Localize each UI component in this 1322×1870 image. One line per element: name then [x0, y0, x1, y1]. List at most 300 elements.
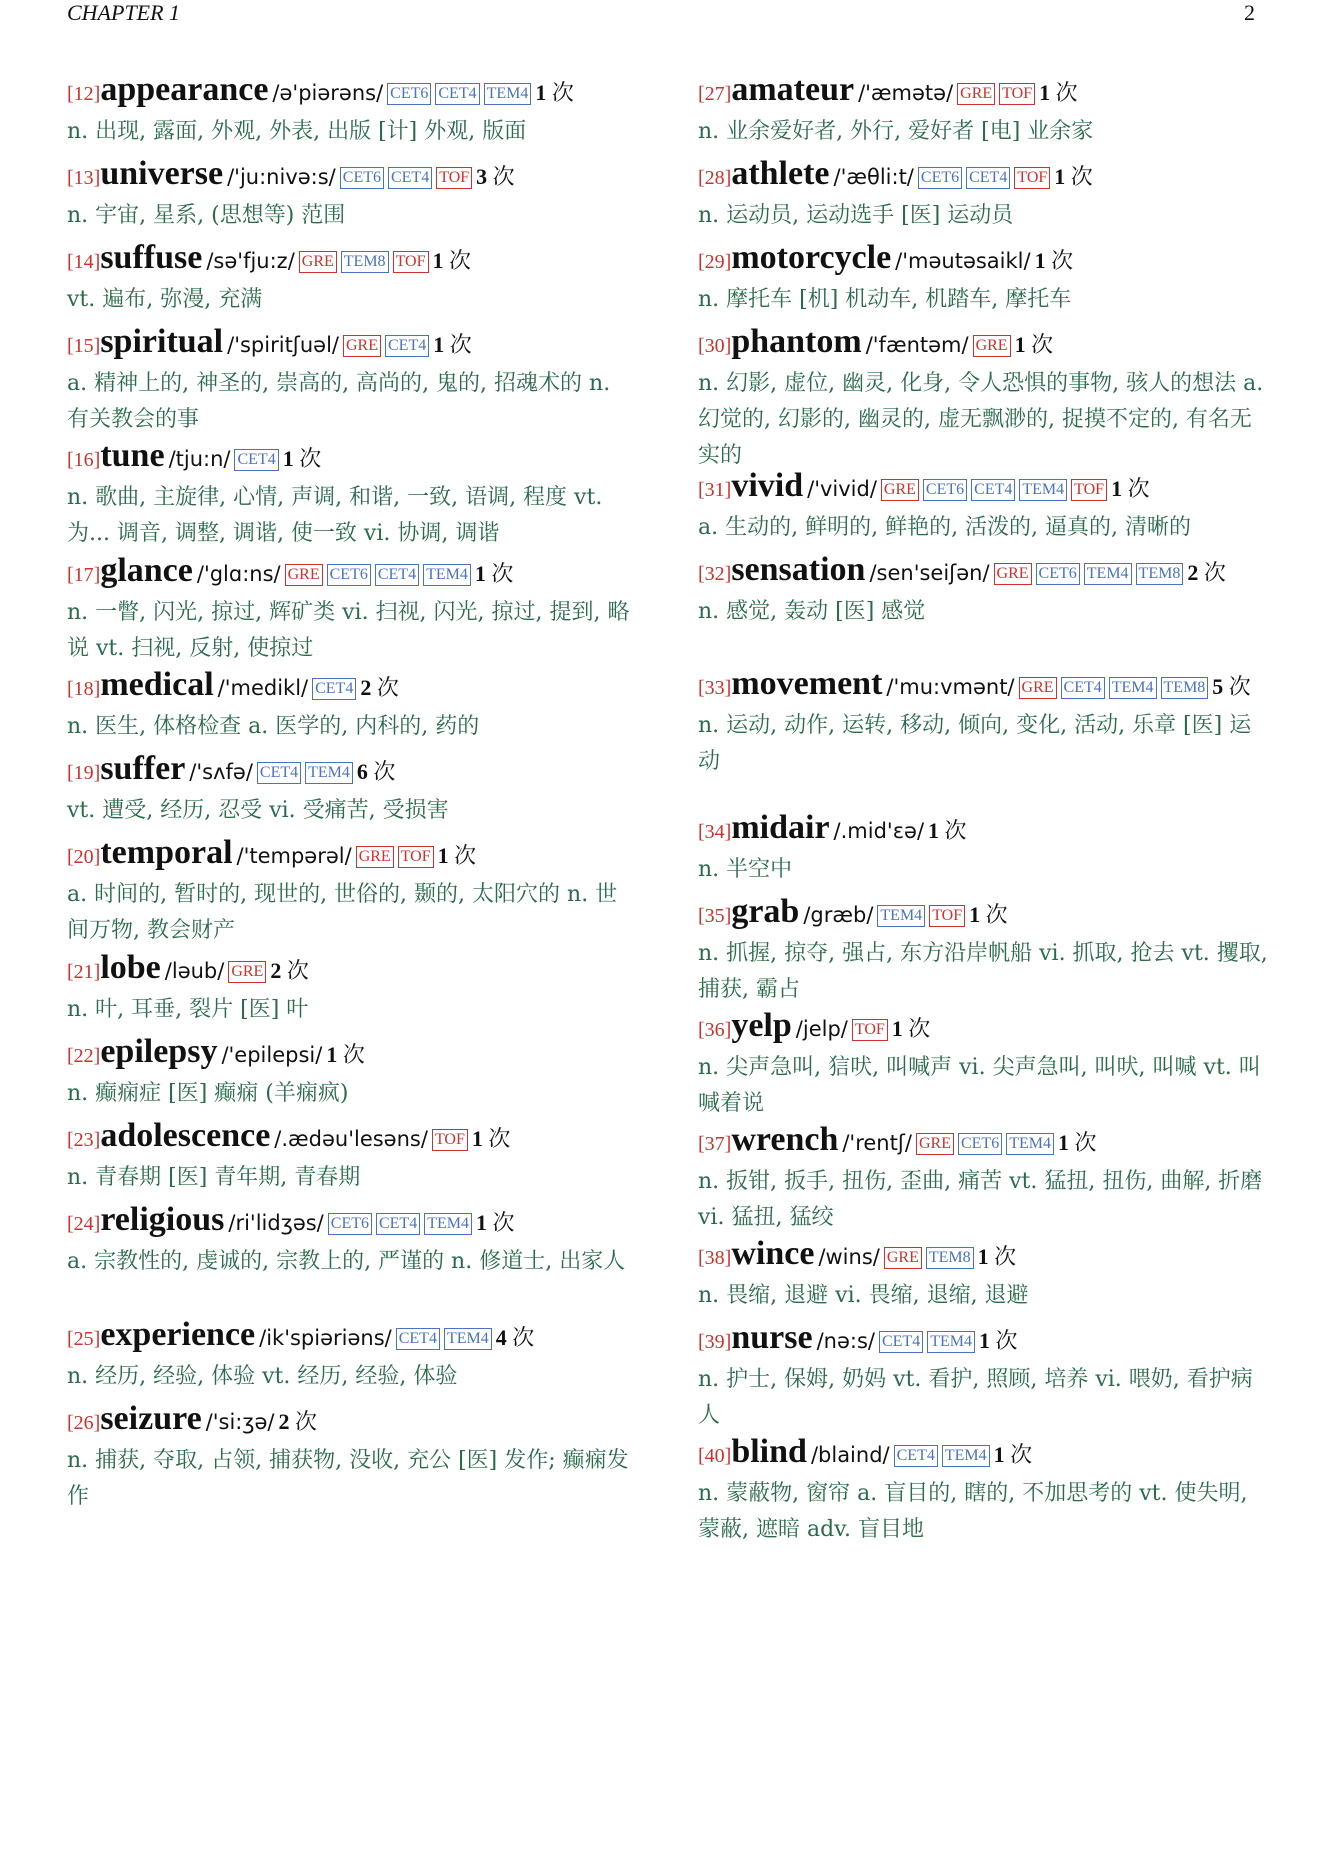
headword: wince: [731, 1235, 815, 1272]
frequency-unit: 次: [449, 332, 472, 357]
frequency-unit: 次: [1127, 476, 1150, 501]
exam-tag: CET4: [971, 479, 1015, 501]
definition: n. 出现, 露面, 外观, 外表, 出版 [计] 外观, 版面: [67, 119, 527, 144]
entry-number: [23]: [67, 1129, 101, 1151]
frequency-count: [1039, 80, 1078, 105]
frequency-count: [1111, 476, 1150, 501]
entry-headline: [67, 438, 637, 480]
exam-tag: TOF: [398, 846, 434, 868]
entry-headline: [698, 240, 1270, 282]
vocab-entry: [698, 1008, 1270, 1122]
entry-headline: [698, 1236, 1270, 1278]
vocab-entry: [67, 438, 637, 552]
frequency-count: [969, 902, 1008, 927]
phonetic: /jelp/: [795, 1017, 848, 1041]
vocab-entry: [67, 1034, 637, 1112]
frequency-count: [270, 958, 309, 983]
phonetic: /tju:n/: [168, 447, 231, 471]
frequency-count: [1212, 674, 1251, 699]
exam-tag: GRE: [881, 479, 919, 501]
exam-tag: GRE: [228, 961, 266, 983]
phonetic: /ik'spiəriəns/: [259, 1326, 392, 1350]
vocab-entry: [67, 1118, 637, 1196]
vocab-entry: [67, 156, 637, 234]
phonetic: /'epilepsi/: [221, 1043, 323, 1067]
phonetic: /'fæntəm/: [865, 333, 969, 357]
frequency-count: [979, 1328, 1018, 1353]
vocab-entry: [698, 324, 1270, 474]
entry-number: [15]: [67, 335, 101, 357]
frequency-count: [360, 675, 399, 700]
entry-headline: [67, 751, 637, 793]
exam-tag: TEM8: [341, 251, 389, 273]
phonetic: /'mu:vmənt/: [886, 675, 1015, 699]
chapter-title: CHAPTER 1: [67, 0, 181, 25]
frequency-number: 6: [356, 759, 368, 784]
exam-tag: GRE: [994, 563, 1032, 585]
frequency-count: [475, 561, 514, 586]
headword: athlete: [731, 155, 830, 192]
vocab-entry: [67, 1202, 637, 1280]
frequency-unit: 次: [512, 1325, 535, 1350]
exam-tag: TEM4: [444, 1328, 492, 1350]
entry-number: [22]: [67, 1045, 101, 1067]
headword: medical: [100, 666, 214, 703]
headword: phantom: [731, 323, 862, 360]
exam-tag: CET4: [375, 564, 419, 586]
entry-headline: [698, 1434, 1270, 1476]
vocab-entry: [67, 751, 637, 829]
entry-number: [29]: [698, 251, 732, 273]
phonetic: /.ædəu'lesəns/: [274, 1127, 428, 1151]
frequency-unit: 次: [1070, 164, 1093, 189]
frequency-count: [1054, 164, 1093, 189]
vocab-entry: [67, 667, 637, 745]
headword: blind: [731, 1433, 807, 1470]
frequency-number: 1: [1039, 80, 1051, 105]
frequency-unit: 次: [1203, 560, 1226, 585]
exam-tag: TOF: [393, 251, 429, 273]
exam-tag: TEM4: [1019, 479, 1067, 501]
entry-number: [35]: [698, 905, 732, 927]
entry-headline: [698, 810, 1270, 852]
frequency-count: [1187, 560, 1226, 585]
frequency-unit: 次: [454, 843, 477, 868]
definition: n. 抓握, 掠夺, 强占, 东方沿岸帆船 vi. 抓取, 抢去 vt. 攫取, 捕获, 霸占: [698, 941, 1268, 1002]
headword: suffer: [100, 750, 186, 787]
frequency-count: [357, 759, 396, 784]
entry-number: [12]: [67, 83, 101, 105]
entry-number: [32]: [698, 563, 732, 585]
entry-number: [34]: [698, 821, 732, 843]
entry-number: [25]: [67, 1328, 101, 1350]
frequency-number: 1: [993, 1442, 1005, 1467]
entry-headline: [67, 1118, 637, 1160]
headword: lobe: [100, 949, 161, 986]
entry-number: [26]: [67, 1412, 101, 1434]
frequency-count: [1058, 1130, 1097, 1155]
entry-headline: [698, 1320, 1270, 1362]
frequency-unit: 次: [551, 80, 574, 105]
definition: vt. 遍布, 弥漫, 充满: [67, 287, 263, 312]
headword: appearance: [100, 71, 269, 108]
definition: n. 感觉, 轰动 [医] 感觉: [698, 599, 926, 624]
exam-tag: TOF: [929, 905, 965, 927]
entry-headline: [67, 240, 637, 282]
entry-number: [27]: [698, 83, 732, 105]
exam-tag: CET4: [312, 678, 356, 700]
vocab-entry: [67, 1317, 637, 1395]
exam-tag: GRE: [299, 251, 337, 273]
entry-number: [20]: [67, 846, 101, 868]
exam-tag: GRE: [973, 335, 1011, 357]
entry-number: [16]: [67, 449, 101, 471]
phonetic: /ri'lidʒəs/: [228, 1211, 324, 1235]
frequency-number: 1: [977, 1244, 989, 1269]
exam-tag: TOF: [999, 83, 1035, 105]
vocab-entry: [67, 1401, 637, 1515]
frequency-number: 1: [1014, 332, 1026, 357]
exam-tag: GRE: [356, 846, 394, 868]
entry-number: [28]: [698, 167, 732, 189]
phonetic: /'medikl/: [217, 676, 309, 700]
entry-number: [36]: [698, 1019, 732, 1041]
definition: n. 一瞥, 闪光, 掠过, 辉矿类 vi. 扫视, 闪光, 掠过, 提到, 略说 vt. 扫视, 反射, 使掠过: [67, 600, 630, 661]
frequency-unit: 次: [373, 759, 396, 784]
entry-number: [33]: [698, 677, 732, 699]
entry-headline: [67, 835, 637, 877]
vocab-entry: [67, 950, 637, 1028]
entry-headline: [698, 468, 1270, 510]
exam-tag: CET4: [376, 1213, 420, 1235]
phonetic: /'glɑ:ns/: [196, 562, 281, 586]
exam-tag: GRE: [957, 83, 995, 105]
phonetic: /'ju:nivə:s/: [227, 165, 336, 189]
entry-headline: [67, 950, 637, 992]
definition: n. 癫痫症 [医] 癫痫 (羊痫疯): [67, 1081, 349, 1106]
exam-tag: TEM8: [926, 1247, 974, 1269]
frequency-count: [433, 248, 472, 273]
frequency-unit: 次: [488, 1126, 511, 1151]
frequency-number: 1: [535, 80, 547, 105]
exam-tag: TEM8: [1161, 677, 1209, 699]
frequency-number: 1: [1034, 248, 1046, 273]
vocab-entry: [67, 240, 637, 318]
definition: vt. 遭受, 经历, 忍受 vi. 受痛苦, 受损害: [67, 798, 449, 823]
entry-headline: [67, 1317, 637, 1359]
frequency-number: 1: [969, 902, 981, 927]
definition: n. 畏缩, 退避 vi. 畏缩, 退缩, 退避: [698, 1283, 1029, 1308]
entry-headline: [698, 324, 1270, 366]
exam-tag: TEM4: [305, 762, 353, 784]
frequency-unit: 次: [376, 675, 399, 700]
headword: seizure: [100, 1400, 202, 1437]
frequency-unit: 次: [491, 561, 514, 586]
definition: n. 护士, 保姆, 奶妈 vt. 看护, 照顾, 培养 vi. 喂奶, 看护病人: [698, 1367, 1253, 1428]
headword: tune: [100, 437, 165, 474]
exam-tag: GRE: [343, 335, 381, 357]
exam-tag: TEM4: [1084, 563, 1132, 585]
headword: temporal: [100, 834, 233, 871]
entry-number: [31]: [698, 479, 732, 501]
definition: n. 蒙蔽物, 窗帘 a. 盲目的, 瞎的, 不加思考的 vt. 使失明, 蒙蔽, 遮暗 adv. 盲目地: [698, 1481, 1248, 1542]
frequency-count: [535, 80, 574, 105]
exam-tag: CET6: [923, 479, 967, 501]
phonetic: /'si:ʒə/: [205, 1410, 275, 1434]
vocab-entry: [67, 324, 637, 438]
definition: n. 叶, 耳垂, 裂片 [医] 叶: [67, 997, 309, 1022]
exam-tag: CET4: [385, 335, 429, 357]
vocab-entry: [698, 666, 1270, 780]
phonetic: /'vivid/: [807, 477, 877, 501]
phonetic: /sen'seiʃən/: [869, 561, 990, 585]
entry-number: [40]: [698, 1445, 732, 1467]
definition: n. 扳钳, 扳手, 扭伤, 歪曲, 痛苦 vt. 猛扭, 扭伤, 曲解, 折磨 vi. 猛扭, 猛绞: [698, 1169, 1263, 1230]
headword: universe: [100, 155, 224, 192]
exam-tag: TOF: [852, 1019, 888, 1041]
frequency-number: 2: [360, 675, 372, 700]
definition: a. 宗教性的, 虔诚的, 宗教上的, 严谨的 n. 修道士, 出家人: [67, 1249, 626, 1274]
exam-tag: TEM4: [1109, 677, 1157, 699]
frequency-count: [1015, 332, 1054, 357]
frequency-unit: 次: [1228, 674, 1251, 699]
frequency-count: [472, 1126, 511, 1151]
phonetic: /'spiritʃuəl/: [227, 333, 339, 357]
headword: midair: [731, 809, 830, 846]
headword: epilepsy: [100, 1033, 218, 1070]
page-header: [67, 0, 1255, 30]
definition: n. 运动, 动作, 运转, 移动, 倾向, 变化, 活动, 乐章 [医] 运动: [698, 713, 1252, 774]
exam-tag: CET4: [879, 1331, 923, 1353]
frequency-number: 4: [495, 1325, 507, 1350]
exam-tag: CET4: [894, 1445, 938, 1467]
vocab-entry: [698, 468, 1270, 546]
exam-tag: CET4: [234, 449, 278, 471]
vocab-entry: [698, 1236, 1270, 1314]
definition: n. 医生, 体格检查 a. 医学的, 内科的, 药的: [67, 714, 480, 739]
vocab-entry: [67, 72, 637, 150]
entry-headline: [698, 552, 1270, 594]
exam-tag: GRE: [916, 1133, 954, 1155]
frequency-unit: 次: [492, 1210, 515, 1235]
entry-number: [30]: [698, 335, 732, 357]
headword: yelp: [731, 1007, 792, 1044]
headword: wrench: [731, 1121, 839, 1158]
definition: n. 宇宙, 星系, (思想等) 范围: [67, 203, 346, 228]
phonetic: /'æθli:t/: [833, 165, 914, 189]
exam-tag: CET6: [328, 1213, 372, 1235]
vocab-entry: [698, 72, 1270, 150]
frequency-count: [279, 1409, 318, 1434]
entry-headline: [698, 156, 1270, 198]
frequency-number: 1: [474, 561, 486, 586]
exam-tag: CET6: [327, 564, 371, 586]
definition: n. 摩托车 [机] 机动车, 机踏车, 摩托车: [698, 287, 1072, 312]
entry-number: [38]: [698, 1247, 732, 1269]
definition: n. 捕获, 夺取, 占领, 捕获物, 没收, 充公 [医] 发作; 癫痫发作: [67, 1448, 629, 1509]
vocab-entry: [698, 1122, 1270, 1236]
entry-headline: [67, 1401, 637, 1443]
headword: motorcycle: [731, 239, 892, 276]
vocab-entry: [698, 894, 1270, 1008]
frequency-number: 1: [432, 248, 444, 273]
frequency-count: [476, 1210, 515, 1235]
entry-headline: [67, 156, 637, 198]
headword: glance: [100, 552, 193, 589]
vocab-entry: [698, 1434, 1270, 1548]
frequency-count: [476, 164, 515, 189]
exam-tag: TOF: [1071, 479, 1107, 501]
frequency-unit: 次: [1031, 332, 1054, 357]
exam-tag: CET6: [387, 83, 431, 105]
phonetic: /'rentʃ/: [842, 1131, 912, 1155]
frequency-count: [496, 1325, 535, 1350]
exam-tag: CET6: [1036, 563, 1080, 585]
vocab-entry: [698, 156, 1270, 234]
headword: religious: [100, 1201, 225, 1238]
entry-headline: [698, 894, 1270, 936]
entry-headline: [67, 1202, 637, 1244]
exam-tag: CET4: [435, 83, 479, 105]
frequency-unit: 次: [1074, 1130, 1097, 1155]
frequency-count: [928, 818, 967, 843]
headword: suffuse: [100, 239, 203, 276]
headword: grab: [731, 893, 800, 930]
exam-tag: TOF: [1014, 167, 1050, 189]
entry-headline: [698, 1122, 1270, 1164]
exam-tag: TEM4: [942, 1445, 990, 1467]
entry-number: [17]: [67, 564, 101, 586]
exam-tag: TEM4: [484, 83, 532, 105]
vocab-entry: [698, 810, 1270, 888]
headword: amateur: [731, 71, 855, 108]
definition: a. 精神上的, 神圣的, 崇高的, 高尚的, 鬼的, 招魂术的 n. 有关教会的事: [67, 371, 611, 432]
entry-headline: [67, 667, 637, 709]
entry-headline: [67, 553, 637, 595]
headword: movement: [731, 665, 883, 702]
frequency-number: 2: [270, 958, 282, 983]
exam-tag: CET4: [257, 762, 301, 784]
exam-tag: CET4: [1061, 677, 1105, 699]
phonetic: /wins/: [818, 1245, 880, 1269]
frequency-unit: 次: [1051, 248, 1074, 273]
definition: n. 运动员, 运动选手 [医] 运动员: [698, 203, 1014, 228]
definition: n. 幻影, 虚位, 幽灵, 化身, 令人恐惧的事物, 骇人的想法 a. 幻觉的, 幻影的, 幽灵的, 虚无飘渺的, 捉摸不定的, 有名无实的: [698, 371, 1264, 468]
frequency-unit: 次: [1055, 80, 1078, 105]
definition: n. 业余爱好者, 外行, 爱好者 [电] 业余家: [698, 119, 1094, 144]
frequency-number: 1: [978, 1328, 990, 1353]
exam-tag: CET4: [388, 167, 432, 189]
headword: experience: [100, 1316, 256, 1353]
definition: a. 时间的, 暂时的, 现世的, 世俗的, 颞的, 太阳穴的 n. 世间万物, 教会财产: [67, 882, 618, 943]
frequency-number: 1: [326, 1042, 338, 1067]
entry-headline: [67, 72, 637, 114]
frequency-count: [438, 843, 477, 868]
entry-number: [37]: [698, 1133, 732, 1155]
frequency-number: 1: [891, 1016, 903, 1041]
exam-tag: GRE: [884, 1247, 922, 1269]
entry-number: [19]: [67, 762, 101, 784]
headword: vivid: [731, 467, 804, 504]
frequency-number: 2: [1187, 560, 1199, 585]
headword: adolescence: [100, 1117, 271, 1154]
vocab-entry: [67, 553, 637, 667]
headword: nurse: [731, 1319, 813, 1356]
phonetic: /ə'piərəns/: [272, 81, 384, 105]
frequency-count: [892, 1016, 931, 1041]
phonetic: /ləub/: [164, 959, 225, 983]
exam-tag: TOF: [432, 1129, 468, 1151]
exam-tag: TEM4: [927, 1331, 975, 1353]
definition: n. 经历, 经验, 体验 vt. 经历, 经验, 体验: [67, 1364, 458, 1389]
phonetic: /blaind/: [810, 1443, 890, 1467]
frequency-unit: 次: [342, 1042, 365, 1067]
frequency-unit: 次: [994, 1244, 1017, 1269]
vocab-entry: [698, 240, 1270, 318]
frequency-unit: 次: [985, 902, 1008, 927]
frequency-unit: 次: [299, 446, 322, 471]
phonetic: /'sʌfə/: [189, 760, 253, 784]
frequency-unit: 次: [492, 164, 515, 189]
frequency-count: [283, 446, 322, 471]
definition: n. 歌曲, 主旋律, 心情, 声调, 和谐, 一致, 语调, 程度 vt. 为... 调音, 调整, 调谐, 使一致 vi. 协调, 调谐: [67, 485, 603, 546]
frequency-unit: 次: [944, 818, 967, 843]
entry-headline: [67, 1034, 637, 1076]
page-number: 2: [1244, 0, 1255, 25]
exam-tag: TEM4: [424, 1213, 472, 1235]
exam-tag: TEM4: [877, 905, 925, 927]
headword: sensation: [731, 551, 866, 588]
frequency-number: 1: [282, 446, 294, 471]
entry-number: [14]: [67, 251, 101, 273]
exam-tag: GRE: [1019, 677, 1057, 699]
entry-number: [13]: [67, 167, 101, 189]
frequency-unit: 次: [908, 1016, 931, 1041]
vocab-entry: [698, 552, 1270, 630]
exam-tag: CET6: [918, 167, 962, 189]
entry-number: [24]: [67, 1213, 101, 1235]
frequency-unit: 次: [295, 1409, 318, 1434]
exam-tag: TOF: [436, 167, 472, 189]
frequency-number: 5: [1212, 674, 1224, 699]
phonetic: /'æmətə/: [858, 81, 954, 105]
frequency-count: [978, 1244, 1017, 1269]
frequency-unit: 次: [995, 1328, 1018, 1353]
frequency-count: [994, 1442, 1033, 1467]
exam-tag: GRE: [285, 564, 323, 586]
definition: n. 半空中: [698, 857, 793, 882]
entry-headline: [698, 72, 1270, 114]
entry-number: [21]: [67, 961, 101, 983]
exam-tag: TEM4: [1006, 1133, 1054, 1155]
headword: spiritual: [100, 323, 224, 360]
frequency-count: [433, 332, 472, 357]
phonetic: /'tempərəl/: [236, 844, 352, 868]
frequency-unit: 次: [449, 248, 472, 273]
entry-number: [18]: [67, 678, 101, 700]
frequency-count: [326, 1042, 365, 1067]
exam-tag: CET4: [966, 167, 1010, 189]
frequency-number: 1: [1057, 1130, 1069, 1155]
phonetic: /nə:s/: [816, 1329, 875, 1353]
frequency-number: 2: [278, 1409, 290, 1434]
frequency-unit: 次: [286, 958, 309, 983]
exam-tag: TEM4: [423, 564, 471, 586]
phonetic: /sə'fju:z/: [206, 249, 295, 273]
frequency-number: 1: [1054, 164, 1066, 189]
frequency-number: 1: [471, 1126, 483, 1151]
vocab-entry: [698, 1320, 1270, 1434]
